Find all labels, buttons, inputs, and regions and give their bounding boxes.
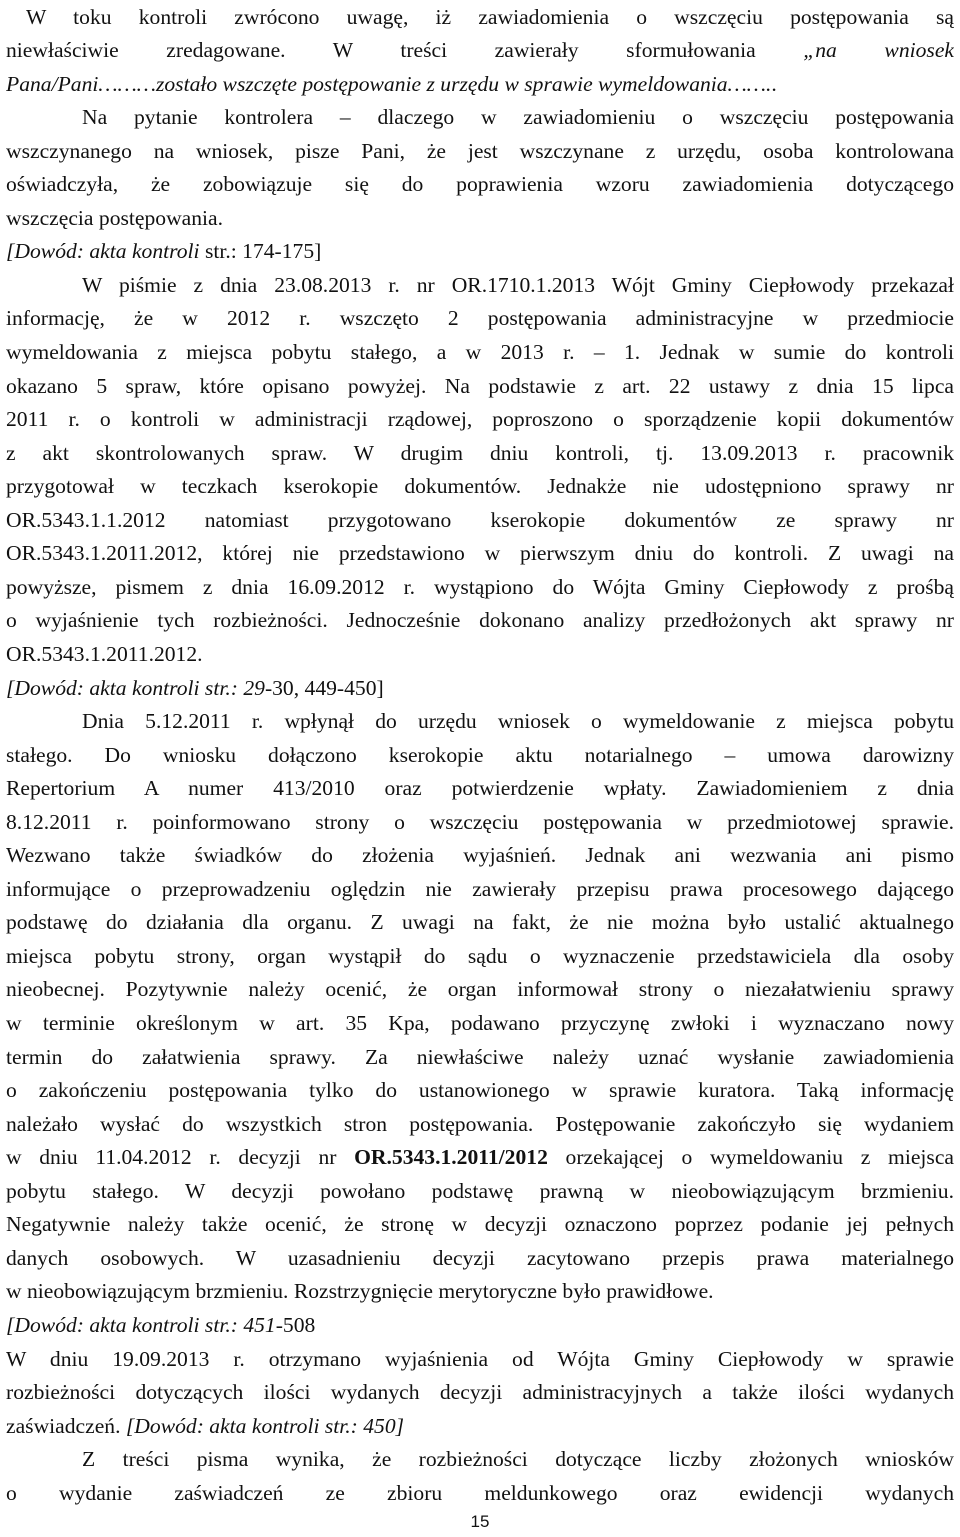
text-segment: Na pytanie kontrolera – dlaczego w zawiadomieniu o wszczęciu postępowania <box>82 105 954 130</box>
text-line <box>6 537 954 571</box>
text-segment: niewłaściwie zredagowane. W treści zawierały sformułowania <box>6 38 804 63</box>
text-segment: w nieobowiązującym brzmieniu. Rozstrzygnięcie merytoryczne było prawidłowe. <box>6 1279 714 1304</box>
text-line <box>6 68 954 102</box>
text-segment: Dnia 5.12.2011 r. wpłynął do urzędu wniosek o wymeldowanie z miejsca pobytu <box>82 709 954 734</box>
text-segment: Negatywnie należy także ocenić, że stronę w decyzji oznaczono poprzez podanie jej pełnych <box>6 1212 954 1237</box>
text-line <box>6 403 954 437</box>
text-segment: [Dowód: akta kontroli <box>6 239 200 264</box>
text-line <box>6 1074 954 1108</box>
text-segment: Z treści pisma wynika, że rozbieżności dotyczące liczby złożonych wniosków <box>82 1447 954 1472</box>
text-line <box>6 873 954 907</box>
text-line <box>6 739 954 773</box>
text-line <box>6 135 954 169</box>
text-line <box>6 1208 954 1242</box>
text-line <box>6 1041 954 1075</box>
text-line <box>6 336 954 370</box>
text-line <box>6 168 954 202</box>
text-segment: miejsca pobytu strony, organ wystąpił do sądu o wyznaczenie przedstawiciela dla osoby <box>6 943 954 968</box>
text-segment: zaświadczeń. <box>6 1413 126 1438</box>
text-segment: OR.5343.1.2011.2012, której nie przedstawiono w pierwszym dniu do kontroli. Z uwagi na <box>6 541 954 566</box>
text-line <box>6 638 954 672</box>
text-line <box>6 1309 954 1343</box>
text-line <box>6 940 954 974</box>
text-segment: W toku kontroli zwrócono uwagę, iż zawiadomienia o wszczęciu postępowania są <box>26 4 954 29</box>
text-segment: informujące o przeprowadzeniu oględzin nie zawierały przepisu prawa procesowego dającego <box>6 876 954 901</box>
text-segment: Wezwano także świadków do złożenia wyjaśnień. Jednak ani wezwania ani pismo <box>6 843 954 868</box>
text-line <box>6 839 954 873</box>
text-segment: danych osobowych. W uzasadnieniu decyzji zacytowano przepis prawa materialnego <box>6 1245 954 1270</box>
text-line <box>6 604 954 638</box>
text-segment: podstawę do działania dla organu. Z uwagi na fakt, że nie można było ustalić aktualnego <box>6 910 954 935</box>
text-segment: o zakończeniu postępowania tylko do ustanowionego w sprawie kuratora. Taką informację <box>6 1078 954 1103</box>
text-segment: OR.5343.1.2011.2012. <box>6 641 203 666</box>
text-segment: 8.12.2011 r. poinformowano strony o wszczęciu postępowania w przedmiotowej sprawie. <box>6 809 954 834</box>
text-segment: okazano 5 spraw, które opisano powyżej. Na podstawie z art. 22 ustawy z dnia 15 lipca <box>6 373 954 398</box>
text-segment: [Dowód: akta kontroli str.: 29 <box>6 675 265 700</box>
text-line <box>6 370 954 404</box>
text-line <box>6 1242 954 1276</box>
text-line <box>6 1443 954 1477</box>
text-segment: -30, 449-450] <box>264 675 384 700</box>
text-line <box>6 1275 954 1309</box>
text-segment: oświadczyła, że zobowiązuje się do poprawienia wzoru zawiadomienia dotyczącego <box>6 172 954 197</box>
text-segment: [Dowód: akta kontroli str.: 451 <box>6 1312 276 1337</box>
text-line <box>6 1007 954 1041</box>
text-segment: należało wysłać do wszystkich stron postępowania. Postępowanie zakończyło się wydaniem <box>6 1111 954 1136</box>
text-segment: w dniu 11.04.2012 r. decyzji nr <box>6 1145 355 1170</box>
text-line <box>6 1175 954 1209</box>
text-segment: o wydanie zaświadczeń ze zbioru meldunkowego oraz ewidencji wydanych <box>6 1480 954 1505</box>
text-segment: w terminie określonym w art. 35 Kpa, podawano przyczynę zwłoki i wyznaczano nowy <box>6 1011 954 1035</box>
text-line <box>6 437 954 471</box>
text-segment: pobytu stałego. W decyzji powołano podstawę prawną w nieobowiązującym brzmieniu. <box>6 1178 954 1203</box>
text-line <box>6 806 954 840</box>
text-segment: OR.5343.1.1.2012 natomiast przygotowano kserokopie dokumentów ze sprawy nr <box>6 507 954 532</box>
text-segment: przygotował w teczkach kserokopie dokumentów. Jednakże nie udostępniono sprawy nr <box>6 474 954 499</box>
text-segment: orzekającej o wymeldowaniu z miejsca <box>547 1145 954 1170</box>
text-segment: Repertorium A numer 413/2010 oraz potwierdzenie wpłaty. Zawiadomieniem z dnia <box>6 776 954 801</box>
text-segment: o wyjaśnienie tych rozbieżności. Jednocześnie dokonano analizy przedłożonych akt sprawy nr <box>6 608 954 633</box>
text-segment: termin do załatwienia sprawy. Za niewłaściwe należy uznać wysłanie zawiadomienia <box>6 1044 954 1069</box>
text-segment: nieobecnej. Pozytywnie należy ocenić, że organ informował strony o niezałatwieniu sprawy <box>6 977 954 1002</box>
text-line <box>6 34 954 68</box>
text-line <box>6 1477 954 1511</box>
text-line <box>6 470 954 504</box>
text-line <box>6 269 954 303</box>
text-line <box>6 202 954 236</box>
text-line <box>6 504 954 538</box>
text-segment: W piśmie z dnia 23.08.2013 r. nr OR.1710.1.2013 Wójt Gminy Ciepłowody przekazał <box>82 272 954 297</box>
text-segment: powyższe, pismem z dnia 16.09.2012 r. wystąpiono do Wójta Gminy Ciepłowody z prośbą <box>6 574 954 599</box>
text-segment: z akt skontrolowanych spraw. W drugim dniu kontroli, tj. 13.09.2013 r. pracownik <box>6 440 954 465</box>
text-line <box>6 705 954 739</box>
text-segment: OR.5343.1.2011/2012 <box>354 1145 548 1170</box>
text-segment: 2011 r. o kontroli w administracji rządowej, poproszono o sporządzenie kopii dokumentów <box>6 407 954 432</box>
text-segment: wszczynanego na wniosek, pisze Pani, że jest wszczynane z urzędu, osoba kontrolowana <box>6 138 954 163</box>
text-segment: informację, że w 2012 r. wszczęto 2 postępowania administracyjne w przedmiocie <box>6 306 954 331</box>
text-line <box>6 1410 954 1444</box>
text-segment: wymeldowania z miejsca pobytu stałego, a w 2013 r. – 1. Jednak w sumie do kontroli <box>6 340 954 364</box>
text-segment: [Dowód: akta kontroli str.: 450] <box>125 1413 405 1438</box>
text-segment: W dniu 19.09.2013 r. otrzymano wyjaśnienia od Wójta Gminy Ciepłowody w sprawie <box>6 1346 954 1371</box>
text-segment: Pana/Pani………zostało wszczęte postępowanie z urzędu w sprawie wymeldowania……. <box>6 71 772 96</box>
text-line <box>6 302 954 336</box>
text-line <box>6 571 954 605</box>
text-line <box>6 235 954 269</box>
text-segment: str.: 174-175] <box>199 239 322 264</box>
text-segment: stałego. Do wniosku dołączono kserokopie aktu notarialnego – umowa darowizny <box>6 742 954 767</box>
text-segment: „na wniosek <box>803 38 954 63</box>
text-segment: wszczęcia postępowania. <box>6 205 224 230</box>
text-line <box>6 1343 954 1377</box>
text-line <box>6 1376 954 1410</box>
text-segment: rozbieżności dotyczących ilości wydanych decyzji administracyjnych a także ilości wydanych <box>6 1380 954 1405</box>
text-line <box>6 1108 954 1142</box>
text-line <box>6 973 954 1007</box>
page-number: 15 <box>470 1512 490 1531</box>
text-line <box>6 672 954 706</box>
text-line <box>6 101 954 135</box>
text-line <box>6 1 954 35</box>
text-line <box>6 1141 954 1175</box>
text-segment: -508 <box>275 1312 316 1337</box>
text-line <box>6 772 954 806</box>
text-segment: . <box>771 71 777 96</box>
text-line <box>6 906 954 940</box>
document-page <box>6 0 954 1537</box>
